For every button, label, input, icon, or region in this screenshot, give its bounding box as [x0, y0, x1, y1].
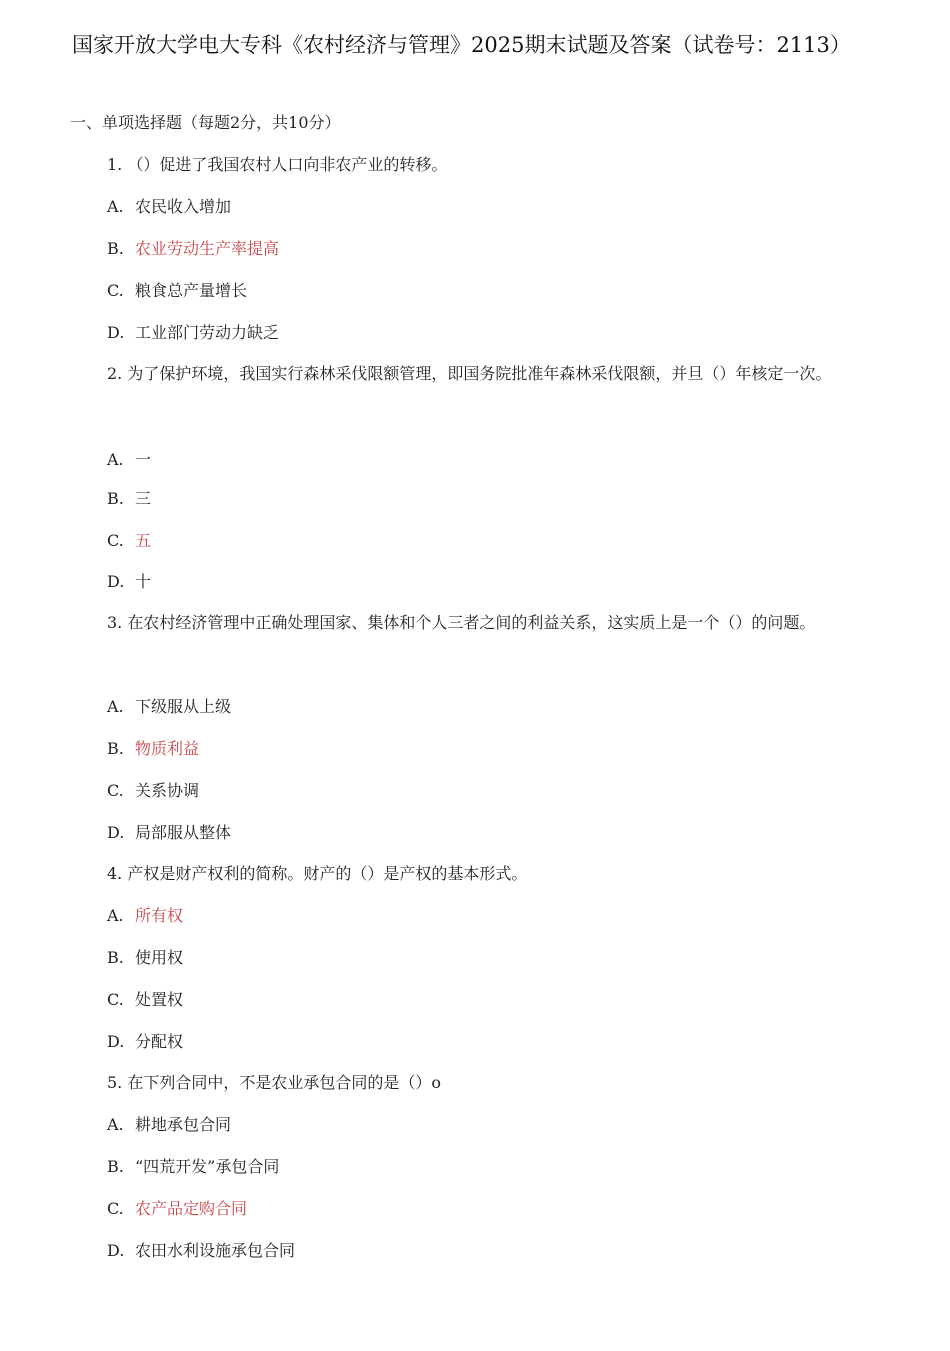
option-letter: D. [107, 1032, 125, 1051]
option-text-correct: 农产品定购合同 [135, 1199, 248, 1218]
option-2b [107, 486, 151, 512]
question-number: 1. [107, 155, 123, 174]
option-4d [107, 1029, 183, 1055]
question-number: 3. [107, 613, 123, 632]
option-2c [107, 528, 151, 554]
option-3a [107, 694, 231, 720]
option-3b [107, 736, 199, 762]
option-text: 分配权 [135, 1032, 184, 1051]
option-letter: B. [107, 739, 124, 758]
option-text: 十 [135, 572, 152, 591]
option-letter: C. [107, 990, 124, 1009]
option-text: 三 [135, 489, 152, 508]
option-4b [107, 945, 183, 971]
option-3d [107, 820, 231, 846]
option-letter: A. [107, 197, 124, 216]
option-4c [107, 987, 183, 1013]
question-4 [107, 861, 527, 887]
option-text: “四荒开发”承包合同 [135, 1157, 280, 1176]
option-letter: D. [107, 572, 125, 591]
option-5b [107, 1154, 279, 1180]
option-text: 一 [135, 450, 152, 469]
option-letter: B. [107, 489, 124, 508]
option-4a [107, 903, 183, 929]
option-text: 粮食总产量增长 [135, 281, 248, 300]
option-letter: B. [107, 239, 124, 258]
option-letter: A. [107, 697, 124, 716]
option-text-correct: 农业劳动生产率提高 [135, 239, 280, 258]
option-letter: A. [107, 1115, 124, 1134]
option-text-correct: 所有权 [135, 906, 184, 925]
question-number: 5. [107, 1073, 123, 1092]
question-5 [107, 1070, 441, 1096]
option-1c [107, 278, 247, 304]
option-letter: C. [107, 281, 124, 300]
option-letter: D. [107, 823, 125, 842]
option-text-correct: 物质利益 [135, 739, 200, 758]
option-1d [107, 320, 279, 346]
option-5c [107, 1196, 247, 1222]
option-text: 下级服从上级 [135, 697, 232, 716]
option-text: 农民收入增加 [135, 197, 232, 216]
option-letter: A. [107, 450, 124, 469]
option-letter: C. [107, 1199, 124, 1218]
option-text: 处置权 [135, 990, 184, 1009]
question-3 [107, 602, 875, 644]
option-letter: B. [107, 1157, 124, 1176]
option-letter: B. [107, 948, 124, 967]
option-text: 工业部门劳动力缺乏 [135, 323, 280, 342]
option-1b [107, 236, 279, 262]
question-text: （）促进了我国农村人口向非农产业的转移。 [127, 155, 448, 174]
option-text: 关系协调 [135, 781, 200, 800]
question-2 [70, 353, 875, 395]
question-number: 4. [107, 864, 123, 883]
option-letter: C. [107, 781, 124, 800]
question-text: 在农村经济管理中正确处理国家、集体和个人三者之间的利益关系，这实质上是一个（）的问题。 [127, 613, 816, 632]
option-5d [107, 1238, 295, 1264]
option-text: 农田水利设施承包合同 [135, 1241, 296, 1260]
option-text-correct: 五 [135, 531, 152, 550]
question-number: 2. [107, 364, 123, 383]
option-3c [107, 778, 199, 804]
document-title: 国家开放大学电大专科《农村经济与管理》2025期末试题及答案（试卷号：2113） [72, 33, 851, 57]
option-5a [107, 1112, 231, 1138]
question-text: 在下列合同中，不是农业承包合同的是（）o [127, 1073, 441, 1092]
option-text: 耕地承包合同 [135, 1115, 232, 1134]
option-letter: C. [107, 531, 124, 550]
section-heading: 一、单项选择题（每题2分，共10分） [70, 113, 341, 132]
option-letter: A. [107, 906, 124, 925]
option-1a [107, 194, 231, 220]
option-2a [107, 447, 151, 473]
question-1 [107, 152, 447, 178]
option-letter: D. [107, 1241, 125, 1260]
question-text: 产权是财产权利的简称。财产的（）是产权的基本形式。 [127, 864, 528, 883]
question-text: 为了保护环境，我国实行森林采伐限额管理，即国务院批准年森林采伐限额，并旦（）年核定一次。 [127, 364, 832, 383]
option-text: 局部服从整体 [135, 823, 232, 842]
option-text: 使用权 [135, 948, 184, 967]
option-2d [107, 569, 151, 595]
option-letter: D. [107, 323, 125, 342]
